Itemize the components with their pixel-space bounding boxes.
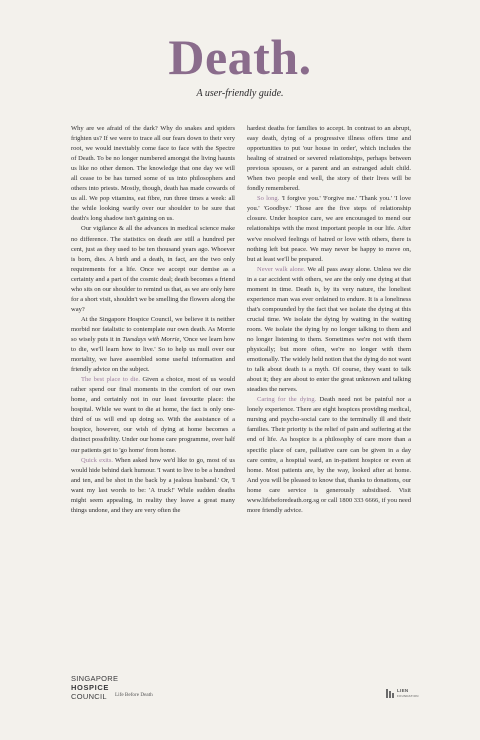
paragraph-text: Death need not be painful nor a lonely experience. There are eight hospices providing medical, nursing and psycho-social care to the terminally ill and their families. Their priority is the relief of pain and suffering at the end of life. As hospice is a philosophy of care more than a specific place of care, palliative care can be given in a day care centre, a hospital ward, an in-patient hospice or even at home. Most patients are, by the way, looked after at home. And you will be pleased to know that, thanks to donations, our home care service is generously subsidised. Visit www.lifebeforedeath.org.sg or call 1800 333 6666, if you need more friendly advice. (247, 396, 411, 514)
logo-line-3: COUNCIL (71, 692, 107, 701)
paragraph-text: Given a choice, most of us would rather spend our final moments in the comfort of our own home, and certainly not in our least favourite place: the hospital. While we want to die at home, the fact is only one-third of us will end up doing so. With the assistance of a hospice, however, our wish of dying at home becomes a distinct possibility. Under our home care programme, over half our patients get to 'go home' from home. (71, 376, 235, 454)
singapore-hospice-council-logo (71, 674, 153, 701)
section-lead: The best place to die. (81, 376, 140, 384)
paragraph-text: Why are we afraid of the dark? Why do snakes and spiders frighten us? If we were to trace all our fears down to their very root, we would inevitably come face to face with the Spectre of Death. To be no longer numbered amongst the living haunts us like no other demon. The knowledge that one day we will all cease to be has turned some of us into philosophers and others into priests. Mostly, though, death has made cowards of us all. We pop vitamins, eat fibre, run three times a week: all the while looking warily over our shoulder to be sure that death's long shadow isn't gaining on us. (71, 125, 235, 223)
lien-line-2: FOUNDATION (397, 693, 419, 698)
paragraph-text: 'I forgive you.' 'Forgive me.' 'Thank you.' 'I love you.' 'Goodbye.' Those are the five steps of relationship closure. Under hospice care, we are encouraged to mend our relationships with the most important people in our life. After we've resolved feelings of hatred or love with others, there is nothing left but peace. We may never be happy to move on, but at least we'll be prepared. (247, 195, 411, 263)
lien-foundation-logo (386, 689, 419, 698)
paragraph-text: hardest deaths for families to accept. In contrast to an abrupt, easy death, dying of a progressive illness offers time and opportunities to put 'our house in order', which includes the healing of strained or severed relationships, perhaps between previous spouses, or a parent and an estranged adult child. When two people end well, the story of their lives will be fondly remembered. (247, 125, 411, 193)
right-column (247, 124, 411, 516)
lien-text (397, 689, 419, 698)
logo-line-2: HOSPICE (71, 683, 109, 692)
page-subtitle: A user-friendly guide. (196, 88, 284, 99)
paragraph-text: When asked how we'd like to go, most of us would hide behind dark humour. 'I want to live to be a hundred and ten, and be shot in the back by a jealous husband.' Or, 'I want my last words to be: 'A truck!' While sudden deaths might seem appealing, in reality they leave a great many things undone, and they are very often the (71, 456, 235, 514)
paragraph-text: We all pass away alone. Unless we die in a car accident with others, we are the only one dying at that moment in time. Death is, by its very nature, the loneliest experience man was ever ordained to endure. It is a loneliness that's compounded by the fact that we isolate the dying at this crucial time. We isolate the dying by waiting in the waiting room. We isolate the dying by no longer talking to them and no longer listening to them. Sometimes we're not with them physically; but more often, we're no longer with them emotionally. The widely held notion that the dying do not want to talk about death is a myth. Of course, they want to talk about it; they are about to enter the great unknown and talking steadies the nerves. (247, 265, 412, 394)
paragraph (247, 124, 411, 194)
paragraph (71, 124, 235, 224)
section-lead: Quick exits. (81, 456, 113, 464)
logo-line-1: SINGAPORE (71, 674, 119, 683)
paragraph-text: At the Singapore Hospice Council, we believe it is neither morbid nor fatalistic to contemplate our own death. As Morrie so wisely puts it in (71, 315, 235, 343)
paragraph (71, 375, 235, 455)
left-column (71, 124, 235, 516)
logo-tagline: Life Before Death (115, 692, 153, 698)
lien-line-1: LIEN (397, 688, 409, 693)
book-title: Tuesdays with Morrie (122, 335, 180, 343)
paragraph-text: , 'Once we learn how to die, we'll learn how to live.' So to help us mull over our mortality, we have assembled some useful information and friendly advice on the subject. (71, 335, 235, 374)
lien-mark-icon (386, 689, 395, 698)
section-lead: Caring for the dying. (257, 396, 317, 404)
paragraph (247, 265, 411, 396)
paragraph (71, 224, 235, 314)
section-lead: So long. (257, 195, 280, 203)
paragraph (71, 456, 235, 516)
paragraph (71, 315, 235, 375)
paragraph (247, 194, 411, 264)
page-title: Death. (168, 29, 312, 85)
section-lead: Never walk alone. (257, 265, 306, 273)
paragraph (247, 395, 411, 516)
paragraph-text: Our vigilance & all the advances in medical science make no difference. The statistics on death are still a hundred per cent, just as they used to be ten thousand years ago. Whoever is born, dies. A birth and a death, in fact, are the two only requirements for a life. Once we accept our demise as a certainty and a part of the cosmic deal; death becomes a friend who sits on our shoulder to remind us that, as we are only here for a short visit, shouldn't we be smelling the flowers along the way? (71, 225, 235, 313)
article-body (71, 124, 411, 516)
